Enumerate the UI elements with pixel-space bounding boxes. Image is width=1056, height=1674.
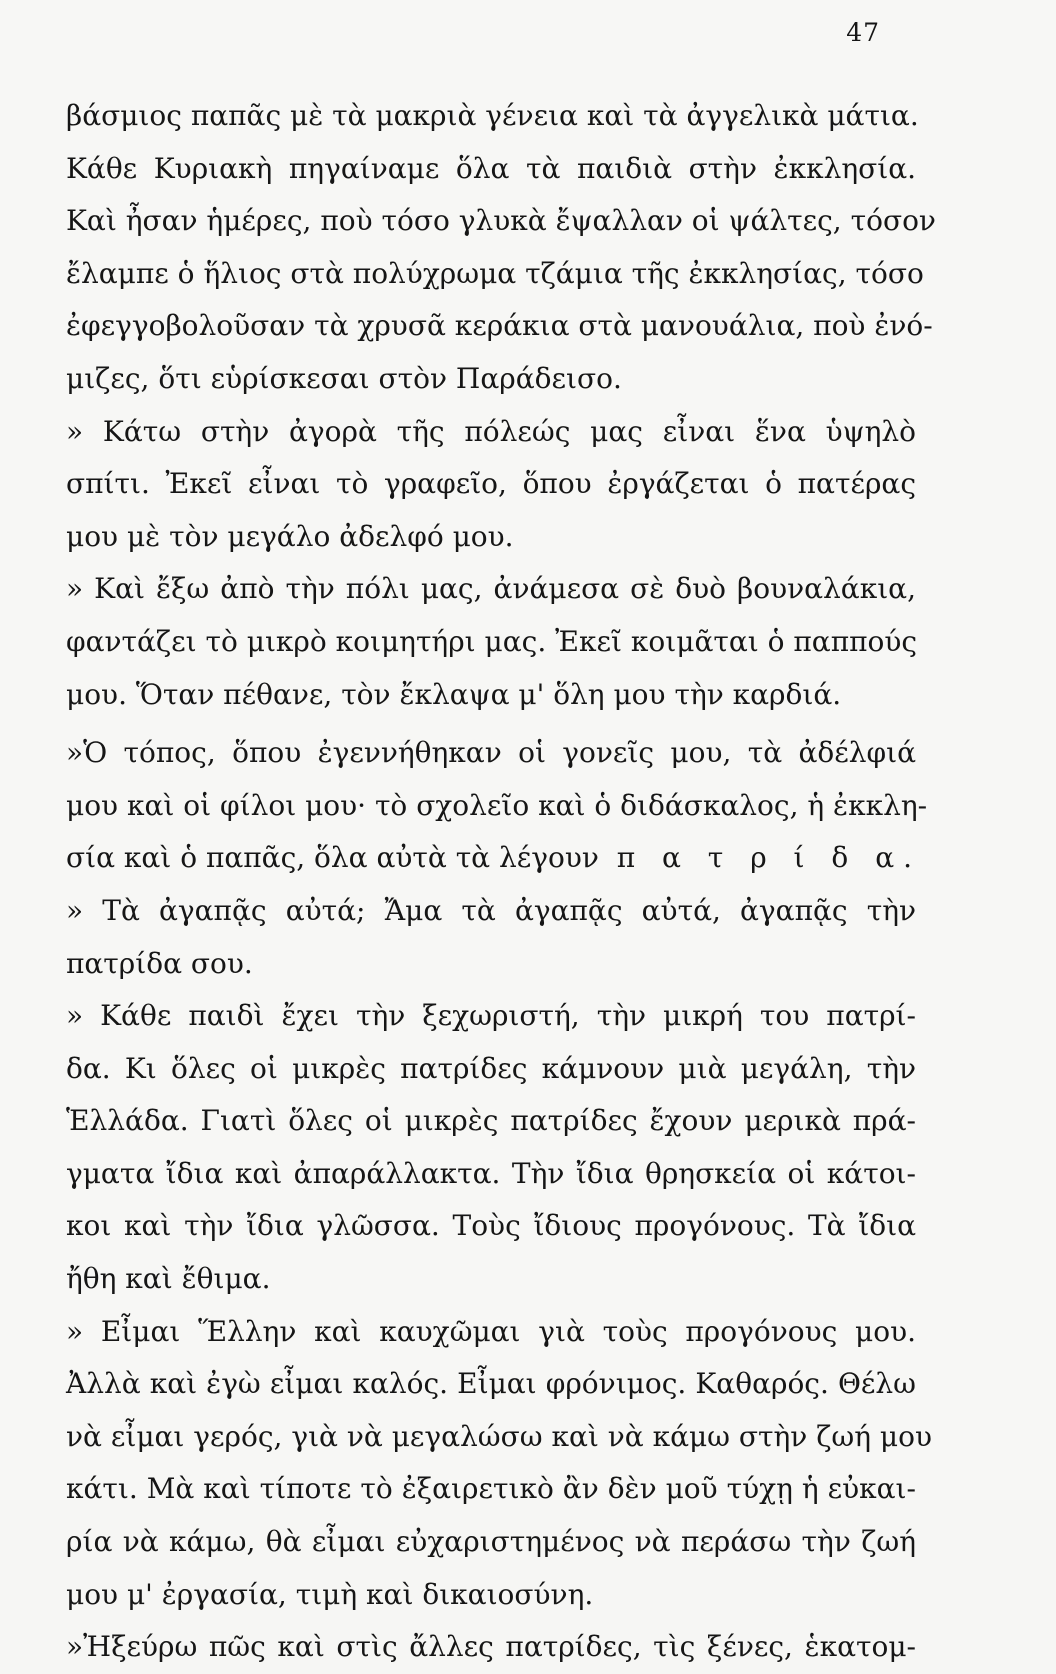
text-line: »Ἠξεύρω πῶς καὶ στὶς ἄλλες πατρίδες, τὶς ξένες, ἑκατομ- — [66, 1630, 916, 1664]
text-line: » Καὶ ἔξω ἀπὸ τὴν πόλι μας, ἀνάμεσα σὲ δυὸ βουναλάκια, — [66, 572, 916, 606]
text-line: κάτι. Μὰ καὶ τίποτε τὸ ἐξαιρετικὸ ἂν δὲν μοῦ τύχῃ ἡ εὐκαι- — [66, 1472, 916, 1506]
text-line: » Κάτω στὴν ἀγορὰ τῆς πόλεώς μας εἶναι ἕνα ὑψηλὸ — [66, 414, 916, 448]
text-line: ρία νὰ κάμω, θὰ εἶμαι εὐχαριστημένος νὰ περάσω τὴν ζωή — [66, 1525, 916, 1559]
page-number: 47 — [846, 18, 880, 47]
text-line: Ἀλλὰ καὶ ἐγὼ εἶμαι καλός. Εἶμαι φρόνιμος. Καθαρός. Θέλω — [66, 1367, 916, 1401]
text-line: μου μ' ἐργασία, τιμὴ καὶ δικαιοσύνη. — [66, 1577, 594, 1611]
text-line: βάσμιος παπᾶς μὲ τὰ μακριὰ γένεια καὶ τὰ ἀγγελικὰ μάτια. — [66, 99, 919, 132]
body-text — [66, 90, 936, 1674]
text-line-part: σία καὶ ὁ παπᾶς, ὅλα αὐτὰ τὰ λέγουν — [66, 841, 599, 875]
text-line: » Κάθε παιδὶ ἔχει τὴν ξεχωριστή, τὴν μικρή του πατρί- — [66, 999, 916, 1033]
text-line: νὰ εἶμαι γερός, γιὰ νὰ μεγαλώσω καὶ νὰ κάμω στὴν ζωή μου — [66, 1419, 932, 1453]
text-line: μου μὲ τὸν μεγάλο ἀδελφό μου. — [66, 519, 514, 553]
text-line: Κάθε Κυριακὴ πηγαίναμε ὅλα τὰ παιδιὰ στὴν ἐκκλησία. — [66, 151, 916, 185]
text-line: Ἑλλάδα. Γιατὶ ὅλες οἱ μικρὲς πατρίδες ἔχουν μερικὰ πρά- — [66, 1104, 916, 1138]
text-line: ἐφεγγοβολοῦσαν τὰ χρυσᾶ κεράκια στὰ μανουάλια, ποὺ ἐνό- — [66, 309, 933, 343]
text-line: » Τὰ ἀγαπᾷς αὐτά; Ἄμα τὰ ἀγαπᾷς αὐτά, ἀγαπᾷς τὴν — [66, 893, 916, 927]
text-line: γματα ἴδια καὶ ἀπαράλλακτα. Τὴν ἴδια θρησκεία οἱ κάτοι- — [66, 1156, 916, 1190]
emphasized-word: π α τ ρ ί δ α. — [616, 841, 921, 875]
text-line: φαντάζει τὸ μικρὸ κοιμητήρι μας. Ἐκεῖ κοιμᾶται ὁ παππούς — [66, 624, 918, 658]
text-line: δα. Κι ὅλες οἱ μικρὲς πατρίδες κάμνουν μιὰ μεγάλη, τὴν — [66, 1051, 916, 1085]
text-line: κοι καὶ τὴν ἴδια γλῶσσα. Τοὺς ἴδιους προγόνους. Τὰ ἴδια — [66, 1209, 916, 1243]
text-line: » Εἶμαι Ἕλλην καὶ καυχῶμαι γιὰ τοὺς προγόνους μου. — [66, 1314, 916, 1348]
text-line: πατρίδα σου. — [66, 946, 253, 980]
text-line-with-emphasis — [66, 832, 921, 885]
text-line: Καὶ ἦσαν ἡμέρες, ποὺ τόσο γλυκὰ ἔψαλλαν οἱ ψάλτες, τόσον — [66, 204, 936, 238]
text-line: ἤθη καὶ ἔθιμα. — [66, 1262, 271, 1296]
text-line: »Ὁ τόπος, ὅπου ἐγεννήθηκαν οἱ γονεῖς μου, τὰ ἀδέλφιά — [66, 736, 916, 770]
text-line: μου καὶ οἱ φίλοι μου· τὸ σχολεῖο καὶ ὁ διδάσκαλος, ἡ ἐκκλη- — [66, 788, 928, 822]
text-line: μιζες, ὅτι εὑρίσκεσαι στὸν Παράδεισο. — [66, 361, 622, 395]
text-line: σπίτι. Ἐκεῖ εἶναι τὸ γραφεῖο, ὅπου ἐργάζεται ὁ πατέρας — [66, 467, 916, 501]
text-line: μου. Ὅταν πέθανε, τὸν ἔκλαψα μ' ὅλη μου τὴν καρδιά. — [66, 677, 842, 711]
text-line: ἔλαμπε ὁ ἥλιος στὰ πολύχρωμα τζάμια τῆς ἐκκλησίας, τόσο — [66, 256, 924, 290]
